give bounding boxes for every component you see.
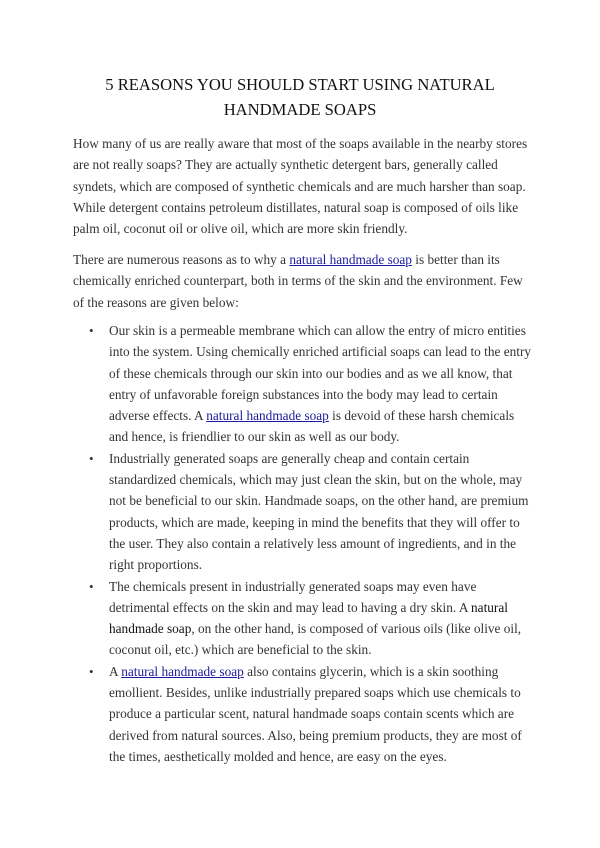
list-item [73, 661, 533, 767]
list-item-text-before: Our skin is a permeable membrane which can allow the entry of micro entities into the system. Using chemically enriched artificial soaps can lead to the entry of these chemicals through our skin into our bodies and as we all know, that entry of unfavorable foreign substances into the body may lead to certain adverse effects. A [109, 323, 532, 424]
list-item-text: Industrially generated soaps are generally cheap and contain certain standardized chemicals, which may just clean the skin, but on the whole, may not be beneficial to our skin. Handmade soaps, on the other hand, are premium products, which are made, keeping in mind the benefits that they will offer to the user. They also contain a relatively less amount of ingredients, and in the right proportions. [109, 450, 529, 573]
reasons-text-before: There are numerous reasons as to why a [73, 252, 290, 267]
bullet-icon: • [89, 323, 94, 338]
list-item-text-after: , on the other hand, is composed of various oils (like olive oil, coconut oil, etc.) which are beneficial to the skin. [109, 621, 522, 658]
reasons-list [73, 320, 533, 767]
list-item-text-before: The chemicals present in industrially generated soaps may even have detrimental effects on the skin and may lead to having a dry skin. A [109, 578, 477, 615]
bullet-icon: • [89, 578, 94, 594]
natural-handmade-soap-link[interactable]: natural handmade soap [206, 408, 329, 424]
list-item [73, 320, 533, 448]
list-item-text-after: is devoid of these harsh chemicals and hence, is friendlier to our skin as well as our body. [109, 408, 515, 445]
list-item-text-before: A [109, 663, 122, 679]
list-item [73, 448, 533, 576]
reasons-paragraph [73, 249, 533, 313]
intro-paragraph: How many of us are really aware that most of the soaps available in the nearby stores are not really soaps? They are actually synthetic detergent bars, generally called syndets, which are composed of synthetic chemicals and are much harsher than soap. While detergent contains petroleum distillates, natural soap is composed of oils like palm oil, coconut oil or olive oil, which are more skin friendly. [73, 136, 528, 237]
bullet-icon: • [89, 663, 94, 679]
list-item [73, 576, 533, 661]
bullet-icon: • [89, 450, 94, 466]
page-title: 5 REASONS YOU SHOULD START USING NATURAL HANDMADE SOAPS [105, 75, 495, 119]
natural-handmade-soap-link[interactable]: natural handmade soap [289, 252, 412, 267]
list-item-text-after: also contains glycerin, which is a skin soothing emollient. Besides, unlike industrially prepared soaps which use chemicals to produce a particular scent, natural handmade soaps contain scents which are derived from natural sources. Also, being premium products, they are most of the times, aesthetically molded and hence, are easy on the eyes. [109, 663, 522, 764]
natural-handmade-soap-term: natural handmade soap [109, 599, 508, 637]
natural-handmade-soap-link[interactable]: natural handmade soap [121, 663, 244, 679]
reasons-text-after: is better than its chemically enriched counterpart, both in terms of the skin and the environment. Few of the reasons are given below: [73, 252, 523, 310]
